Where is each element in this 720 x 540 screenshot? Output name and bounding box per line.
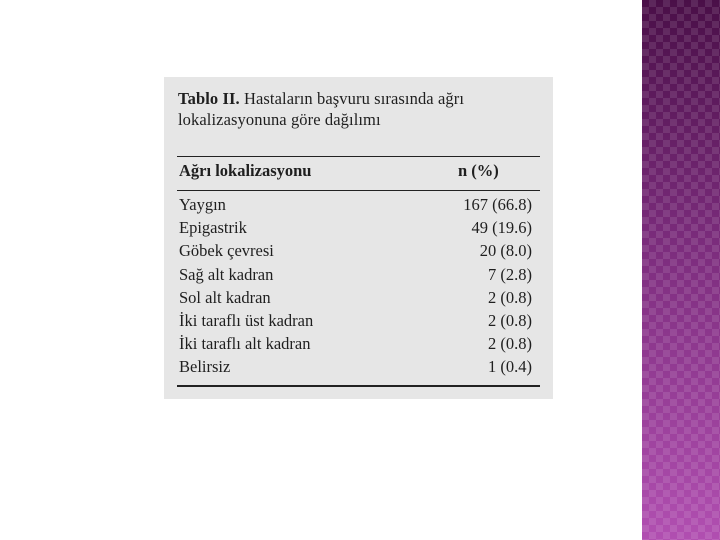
row-value: 1 (0.4)	[488, 357, 532, 377]
row-location: Sol alt kadran	[179, 287, 271, 307]
table-caption	[178, 88, 543, 130]
table-caption-label: Tablo II.	[178, 89, 240, 108]
row-location: Sağ alt kadran	[179, 264, 274, 284]
row-location: Göbek çevresi	[179, 241, 274, 261]
table-caption-text: Hastaların başvuru sırasında ağrı lokalizasyonuna göre dağılımı	[178, 89, 464, 129]
header-count: n (%)	[458, 161, 499, 180]
row-location: Epigastrik	[179, 218, 247, 238]
row-value: 2 (0.8)	[488, 310, 532, 330]
decorative-side-band	[642, 0, 720, 540]
row-location: İki taraflı alt kadran	[179, 334, 311, 354]
row-value: 49 (19.6)	[471, 218, 532, 238]
table-row	[164, 311, 553, 334]
table-row	[164, 288, 553, 311]
header-location: Ağrı lokalizasyonu	[179, 161, 312, 180]
row-value: 20 (8.0)	[479, 241, 532, 261]
row-value: 167 (66.8)	[463, 195, 532, 214]
table-header-rule	[177, 190, 540, 191]
table-header-row	[164, 161, 553, 185]
table-row	[164, 357, 553, 380]
row-location: İki taraflı üst kadran	[179, 310, 314, 330]
row-value: 2 (0.8)	[488, 287, 532, 307]
row-location: Belirsiz	[179, 357, 231, 377]
row-value: 7 (2.8)	[488, 264, 532, 284]
table-image	[164, 77, 553, 399]
row-location: Yaygın	[179, 195, 226, 214]
table-bottom-rule	[177, 385, 540, 387]
row-value: 2 (0.8)	[488, 334, 532, 354]
table-row	[164, 195, 553, 218]
table-top-rule	[177, 156, 540, 157]
table-row	[164, 334, 553, 357]
table-body	[164, 195, 553, 381]
table-row	[164, 241, 553, 264]
table-row	[164, 265, 553, 288]
table-row	[164, 218, 553, 241]
